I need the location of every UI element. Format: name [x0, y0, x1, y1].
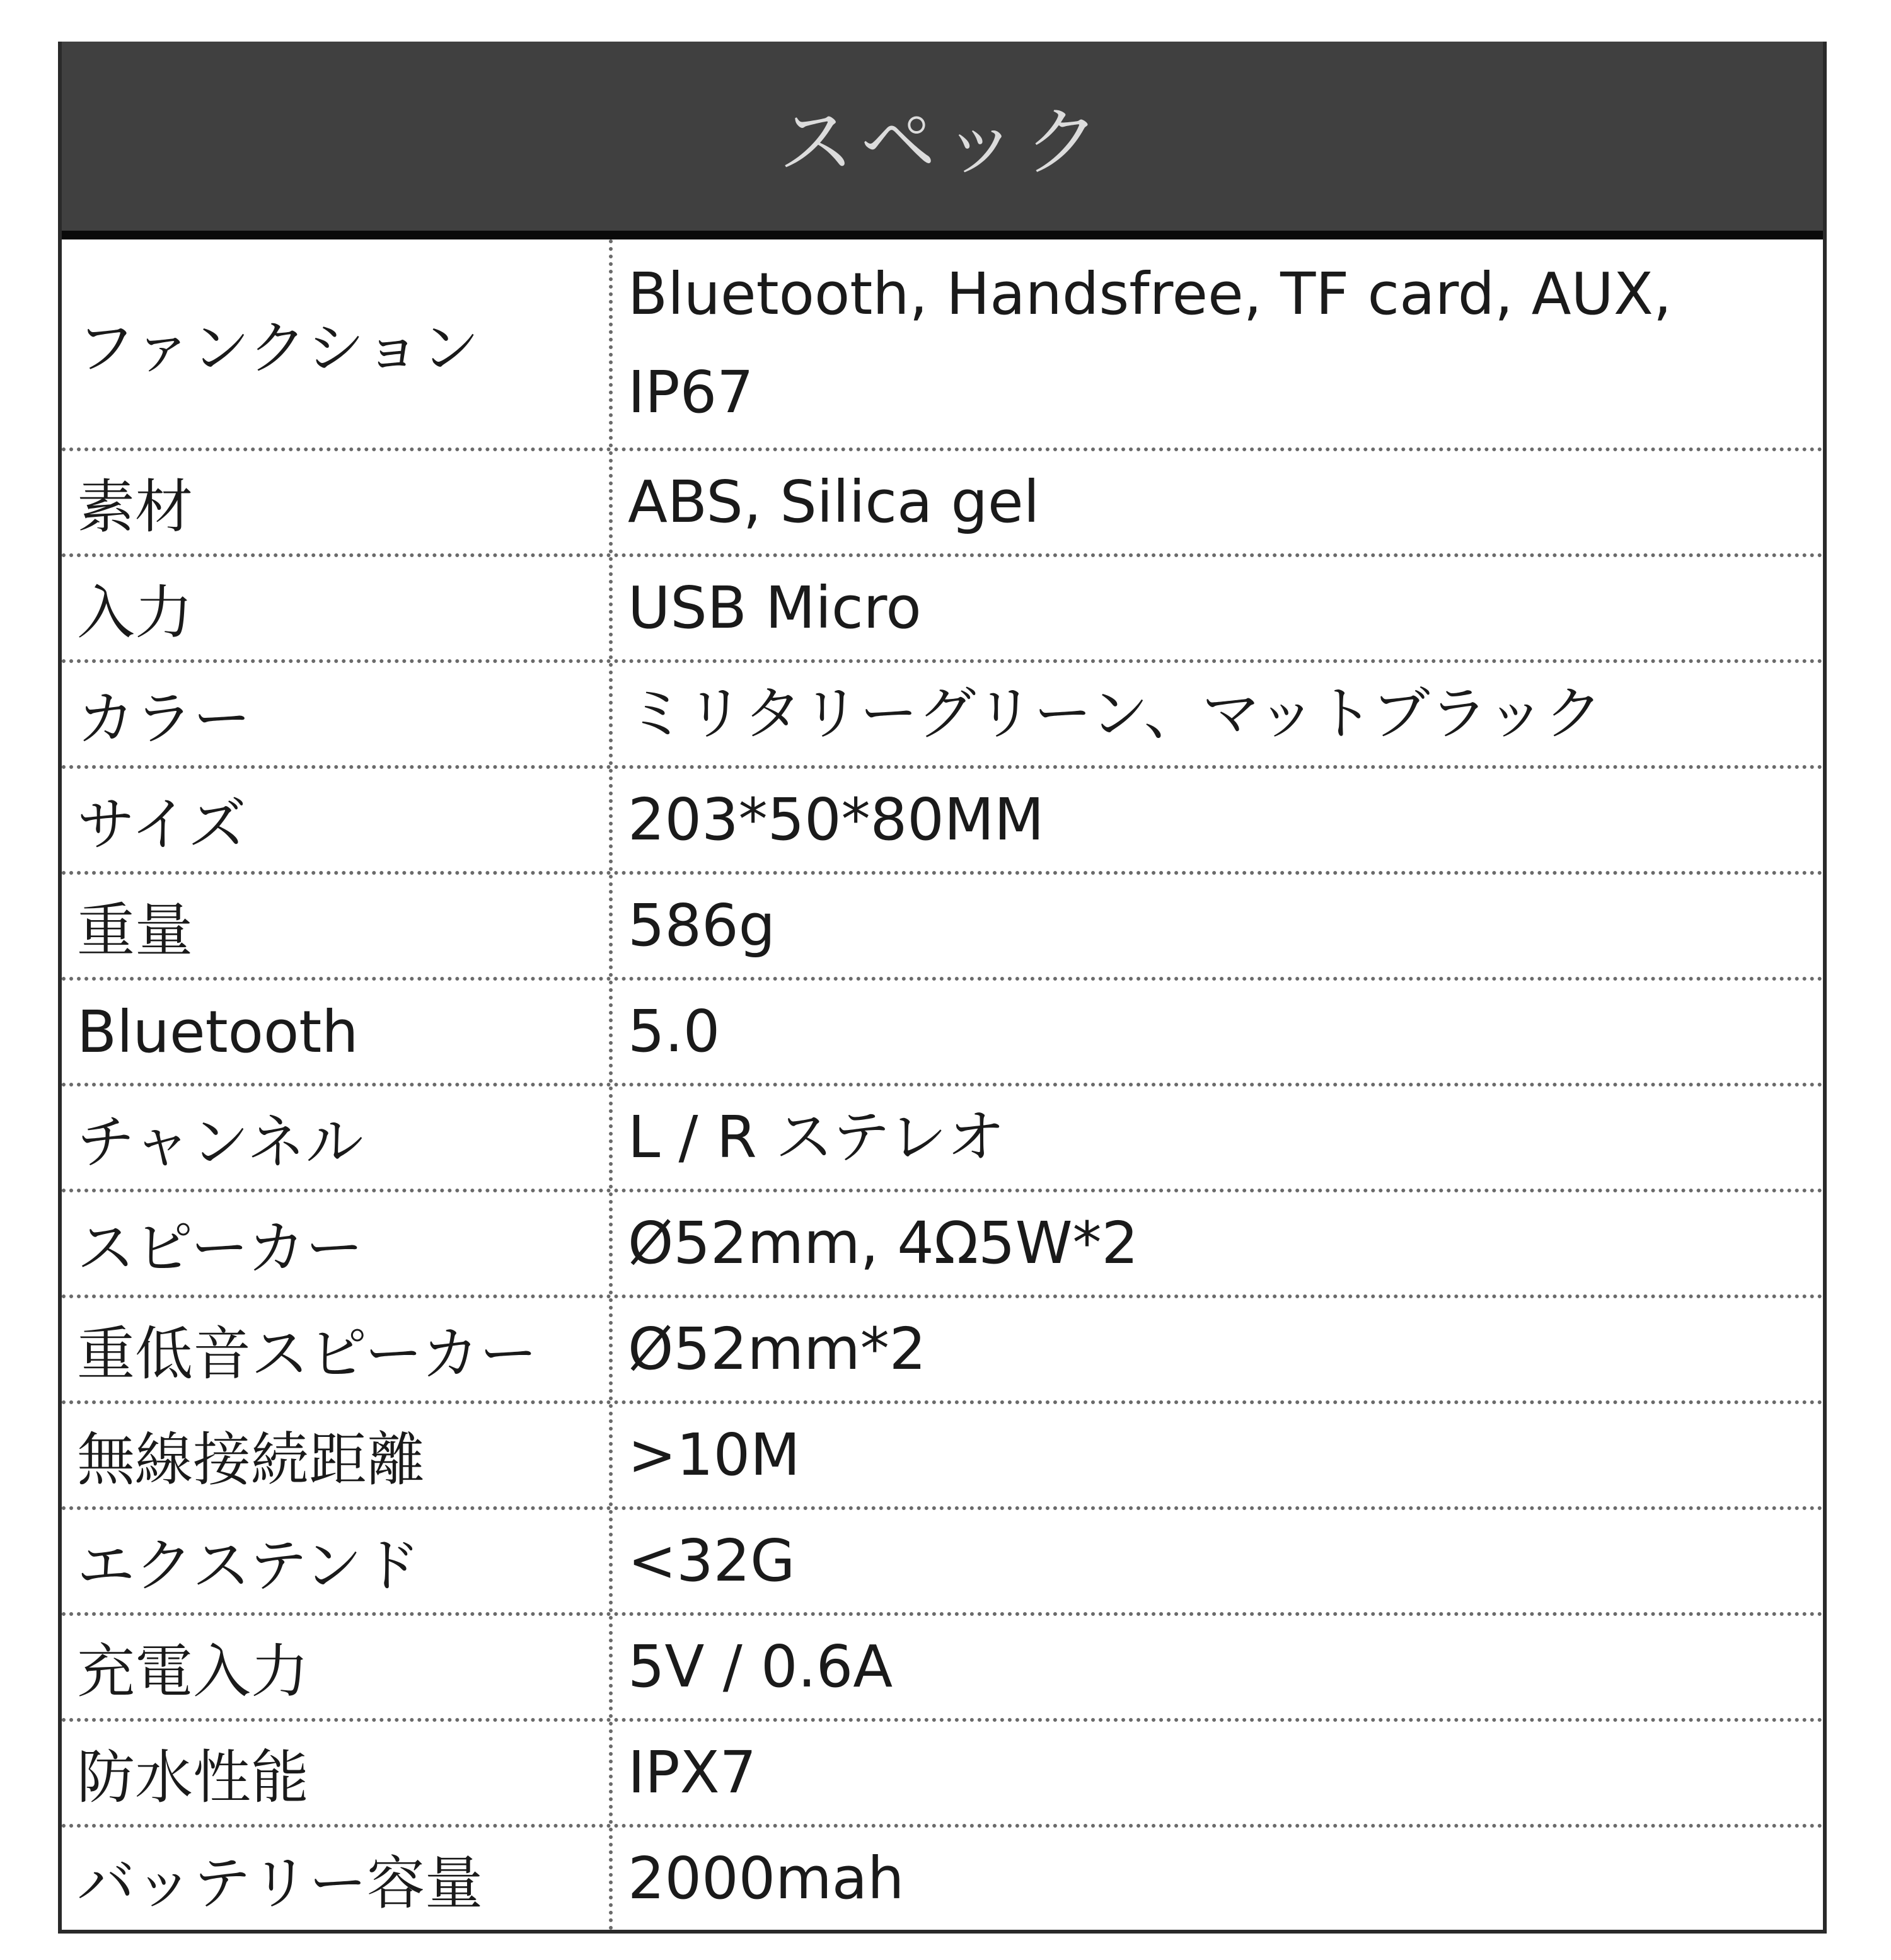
- spec-value: 203*50*80MM: [628, 786, 1044, 853]
- spec-label: 重量: [62, 875, 613, 977]
- spec-label: Bluetooth: [62, 981, 613, 1083]
- spec-value: <32G: [628, 1527, 795, 1594]
- spec-title: スペック: [778, 99, 1106, 187]
- spec-value: 5V / 0.6A: [628, 1633, 893, 1700]
- spec-row-bass-speaker: [62, 1294, 1823, 1400]
- spec-label: 素材: [62, 451, 613, 553]
- spec-row-extend: [62, 1506, 1823, 1612]
- spec-row-input: [62, 553, 1823, 659]
- spec-row-material: [62, 447, 1823, 553]
- spec-label: 充電入力: [62, 1616, 613, 1718]
- spec-row-size: [62, 765, 1823, 871]
- spec-value: Ø52mm, 4Ω5W*2: [628, 1209, 1139, 1277]
- spec-row-charging-input: [62, 1612, 1823, 1718]
- spec-row-battery: [62, 1824, 1823, 1930]
- spec-value: 586g: [628, 892, 775, 959]
- spec-label: ファンクション: [62, 239, 613, 447]
- spec-value: 2000mah: [628, 1845, 905, 1912]
- spec-label: 重低音スピーカー: [62, 1298, 613, 1400]
- spec-label: スピーカー: [62, 1192, 613, 1294]
- spec-body: [62, 239, 1823, 1930]
- spec-row-waterproof: [62, 1718, 1823, 1824]
- spec-value: Bluetooth, Handsfree, TF card, AUX, IP67: [628, 260, 1672, 426]
- spec-value: IPX7: [628, 1739, 757, 1806]
- spec-row-function: [62, 239, 1823, 447]
- spec-value: ミリタリーグリーン、マットブラック: [628, 680, 1603, 747]
- spec-label: チャンネル: [62, 1087, 613, 1189]
- spec-label: 入力: [62, 557, 613, 659]
- spec-label: 防水性能: [62, 1722, 613, 1824]
- spec-table: [58, 42, 1827, 1934]
- spec-value: 5.0: [628, 998, 720, 1065]
- spec-row-channel: [62, 1083, 1823, 1189]
- spec-value: USB Micro: [628, 574, 922, 642]
- spec-label: バッテリー容量: [62, 1828, 613, 1930]
- spec-row-weight: [62, 871, 1823, 977]
- spec-label: カラー: [62, 663, 613, 765]
- spec-row-bluetooth: [62, 977, 1823, 1083]
- spec-label: サイズ: [62, 769, 613, 871]
- spec-row-speaker: [62, 1189, 1823, 1294]
- spec-value: L / R ステレオ: [628, 1104, 1005, 1171]
- spec-label: エクステンド: [62, 1510, 613, 1612]
- spec-row-wireless-range: [62, 1400, 1823, 1506]
- spec-row-color: [62, 659, 1823, 765]
- spec-header: [62, 42, 1823, 239]
- spec-label: 無線接続距離: [62, 1404, 613, 1506]
- spec-value: Ø52mm*2: [628, 1315, 927, 1383]
- spec-value: ABS, Silica gel: [628, 468, 1040, 536]
- spec-value: >10M: [628, 1421, 801, 1489]
